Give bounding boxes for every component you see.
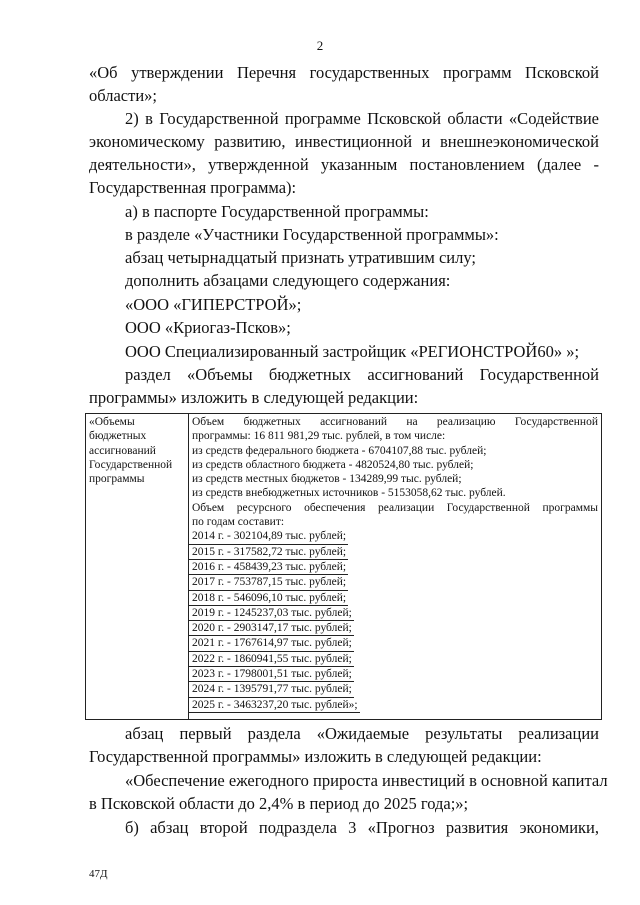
year-amount-line: 2024 г. - 1395791,77 тыс. рублей;: [189, 682, 354, 697]
right-cell-line: из средств федерального бюджета - 6704107,88 тыс. рублей;: [192, 444, 487, 457]
year-amount-line: 2023 г. - 1798001,51 тыс. рублей;: [189, 667, 354, 682]
right-cell-line: из средств местных бюджетов - 134289,99 тыс. рублей;: [192, 473, 462, 486]
year-amount-line: 2021 г. - 1767614,97 тыс. рублей;: [189, 636, 354, 651]
text-line: экономическому развитию, инвестиционной и внешнеэкономической: [89, 132, 599, 151]
text-line: 2) в Государственной программе Псковской области «Содействие: [125, 109, 599, 128]
text-line: «Обеспечение ежегодного прироста инвестиций в основной капитал: [125, 771, 608, 790]
right-cell-line: по годам составит:: [192, 516, 285, 529]
year-amount-line: 2016 г. - 458439,23 тыс. рублей;: [189, 560, 348, 575]
text-line: дополнить абзацами следующего содержания:: [125, 271, 451, 290]
text-line: б) абзац второй подраздела 3 «Прогноз развития экономики,: [125, 818, 599, 837]
text-line: абзац четырнадцатый признать утратившим силу;: [125, 248, 476, 267]
text-line: абзац первый раздела «Ожидаемые результаты реализации: [125, 724, 599, 743]
text-line: в разделе «Участники Государственной программы»:: [125, 225, 499, 244]
text-line: ООО «Криогаз-Псков»;: [125, 318, 291, 337]
text-line: а) в паспорте Государственной программы:: [125, 202, 429, 221]
left-cell-line: программы: [89, 473, 145, 486]
right-cell-line: Объем ресурсного обеспечения реализации Государственной программы: [192, 501, 598, 514]
year-amount-line: 2025 г. - 3463237,20 тыс. рублей»;: [189, 698, 360, 713]
page-number: 2: [316, 38, 324, 53]
text-line: ООО Специализированный застройщик «РЕГИОНСТРОЙ60» »;: [125, 342, 580, 361]
year-amount-line: 2019 г. - 1245237,03 тыс. рублей;: [189, 606, 354, 621]
right-cell-line: из средств внебюджетных источников - 5153058,62 тыс. рублей.: [192, 487, 506, 500]
text-line: Государственной программы» изложить в следующей редакции:: [89, 747, 542, 766]
left-cell-line: ассигнований: [89, 444, 156, 457]
budget-table: [85, 413, 602, 720]
year-amount-line: 2020 г. - 2903147,17 тыс. рублей;: [189, 621, 354, 636]
right-cell-line: из средств областного бюджета - 4820524,80 тыс. рублей;: [192, 458, 474, 471]
text-line: «Об утверждении Перечня государственных программ Псковской: [89, 63, 599, 82]
left-cell-line: бюджетных: [89, 430, 147, 443]
right-cell-line: Объем бюджетных ассигнований на реализацию Государственной: [192, 416, 598, 428]
text-line: программы» изложить в следующей редакции:: [89, 388, 419, 407]
left-cell-line: Государственной: [89, 458, 173, 471]
right-cell-line: программы: 16 811 981,29 тыс. рублей, в том числе:: [192, 430, 446, 443]
text-line: деятельности», утвержденной указанным постановлением (далее -: [89, 155, 599, 174]
text-line: в Псковской области до 2,4% в период до 2025 года;»;: [89, 794, 469, 813]
year-amount-line: 2014 г. - 302104,89 тыс. рублей;: [189, 529, 348, 544]
text-line: области»;: [89, 86, 157, 105]
text-line: «ООО «ГИПЕРСТРОЙ»;: [125, 295, 302, 314]
left-cell-line: «Объемы: [89, 416, 135, 428]
year-amount-line: 2015 г. - 317582,72 тыс. рублей;: [189, 545, 348, 560]
table-left-cell: [86, 414, 189, 720]
footer-code: 47Д: [89, 868, 108, 880]
year-amount-line: 2017 г. - 753787,15 тыс. рублей;: [189, 575, 348, 590]
year-amount-line: 2018 г. - 546096,10 тыс. рублей;: [189, 591, 348, 606]
text-line: раздел «Объемы бюджетных ассигнований Государственной: [125, 365, 599, 384]
text-line: Государственная программа):: [89, 178, 297, 197]
table-right-cell: [189, 414, 602, 720]
year-amount-line: 2022 г. - 1860941,55 тыс. рублей;: [189, 652, 354, 667]
